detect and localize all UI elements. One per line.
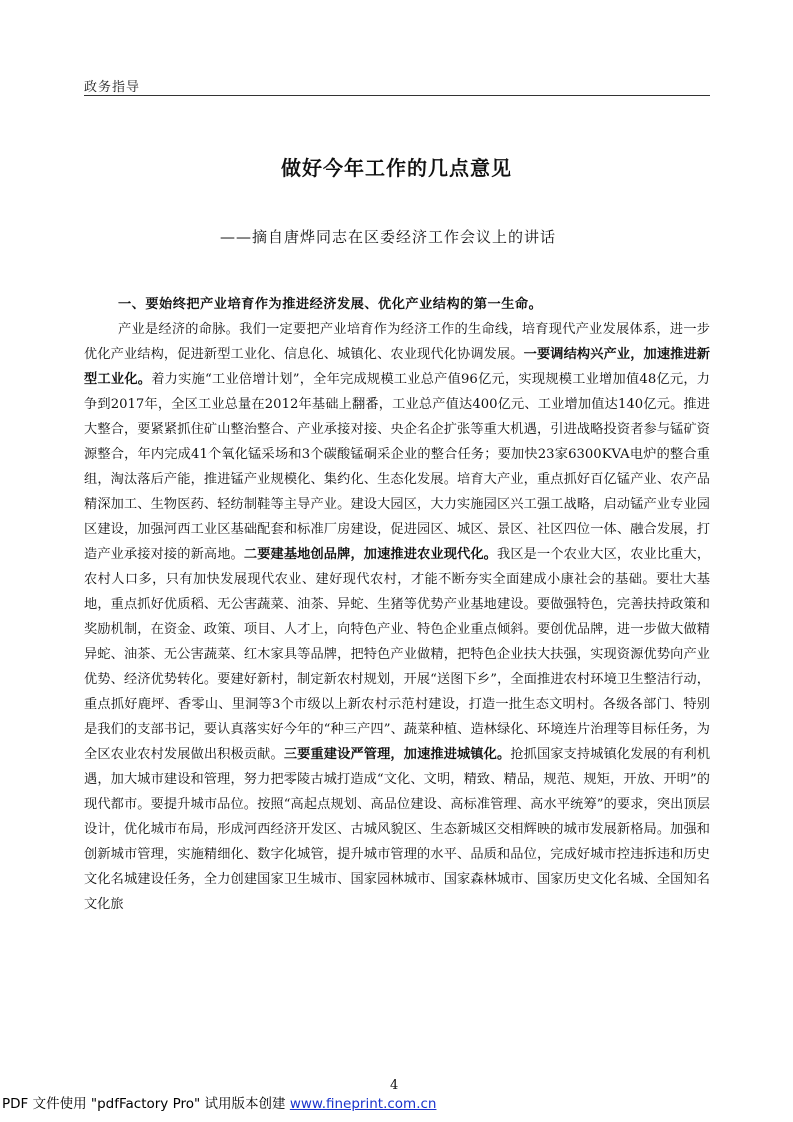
article-title: 做好今年工作的几点意见 xyxy=(281,156,512,180)
point-text-urbanization: 抢抓国家支持城镇化发展的有利机遇，加大城市建设和管理，努力把零陵古城打造成“文化、文明，精致、精品，规范、规矩，开放、开明”的现代都市。要提升城市品位。按照“高起点规划、高品位建设、高标准管理、高水平统筹”的要求，突出顶层设计，优化城市布局，形成河西经济开发区、古城风貌区、生态新城区交相辉映的城市发展新格局。加强和创新城市管理，实施精细化、数字化城管，提升城市管理的水平、品质和品位，完成好城市控违拆违和历史文化名城建设任务，全力创建国家卫生城市、国家园林城市、国家森林城市、国家历史文化名城、全国知名文化旅 xyxy=(84,747,711,912)
point-text-agriculture: 我区是一个农业大区，农业比重大，农村人口多，只有加快发展现代农业、建好现代农村，才能不断夯实全面建成小康社会的基础。要壮大基地，重点抓好优质稻、无公害蔬菜、油茶、异蛇、生猪等优势产业基地建设。要做强特色，完善扶持政策和奖励机制，在资金、政策、项目、人才上，向特色产业、特色企业重点倾斜。要创优品牌，进一步做大做精异蛇、油茶、无公害蔬菜、红木家具等品牌，把特色产业做精，把特色企业扶大扶强，实现资源优势向产业优势、经济优势转化。要建好新村，制定新农村规划，开展“送图下乡”，全面推进农村环境卫生整洁行动，重点抓好鹿坪、香零山、里洞等3个市级以上新农村示范村建设，打造一批生态文明村。各级各部门、特别是我们的支部书记，要认真落实好今年的“种三产四”、蔬菜种植、造林绿化、环境连片治理等目标任务，为全区农业农村发展做出积极贡献。 xyxy=(84,547,711,762)
section-heading: 一、要始终把产业培育作为推进经济发展、优化产业结构的第一生命。 xyxy=(118,297,543,312)
body-paragraph xyxy=(84,317,710,917)
pdf-footer xyxy=(2,1092,436,1112)
header-divider xyxy=(84,95,710,96)
article-subtitle: ——摘自唐烨同志在区委经济工作会议上的讲话 xyxy=(220,228,557,246)
page-number: 4 xyxy=(390,1078,399,1093)
footer-link[interactable]: www.fineprint.com.cn xyxy=(289,1096,437,1112)
point-title-industry: 一要调结构兴产业，加速推进新型工业化。 xyxy=(84,347,710,387)
paragraph-intro: 产业是经济的命脉。我们一定要把产业培育作为经济工作的生命线，培育现代产业发展体系，进一步优化产业结构，促进新型工业化、信息化、城镇化、农业现代化协调发展。 xyxy=(84,322,710,362)
section-header-label: 政务指导 xyxy=(84,80,141,95)
article-body xyxy=(84,292,710,917)
footer-text: PDF 文件使用 "pdfFactory Pro" 试用版本创建 xyxy=(2,1096,290,1112)
point-text-industry: 着力实施“工业倍增计划”，全年完成规模工业总产值96亿元，实现规模工业增加值48亿元，力争到2017年，全区工业总量在2012年基础上翻番，工业总产值达400亿元、工业增加值达140亿元。推进大整合，要紧紧抓住矿山整治整合、产业承接对接、央企名企扩张等重大机遇，引进战略投资者参与锰矿资源整合，年内完成41个氧化锰采场和3个碳酸锰硐采企业的整合任务；要加快23家6300KVA电炉的整合重组，淘汰落后产能，推进锰产业规模化、集约化、生态化发展。培育大产业，重点抓好百亿锰产业、农产品精深加工、生物医药、轻纺制鞋等主导产业。建设大园区，大力实施园区兴工强工战略，启动锰产业专业园区建设，加强河西工业区基础配套和标准厂房建设，促进园区、城区、景区、社区四位一体、融合发展，打造产业承接对接的新高地。 xyxy=(84,372,710,562)
point-title-agriculture: 二要建基地创品牌，加速推进农业现代化。 xyxy=(243,547,497,562)
point-title-urbanization: 三要重建设严管理，加速推进城镇化。 xyxy=(283,747,511,762)
